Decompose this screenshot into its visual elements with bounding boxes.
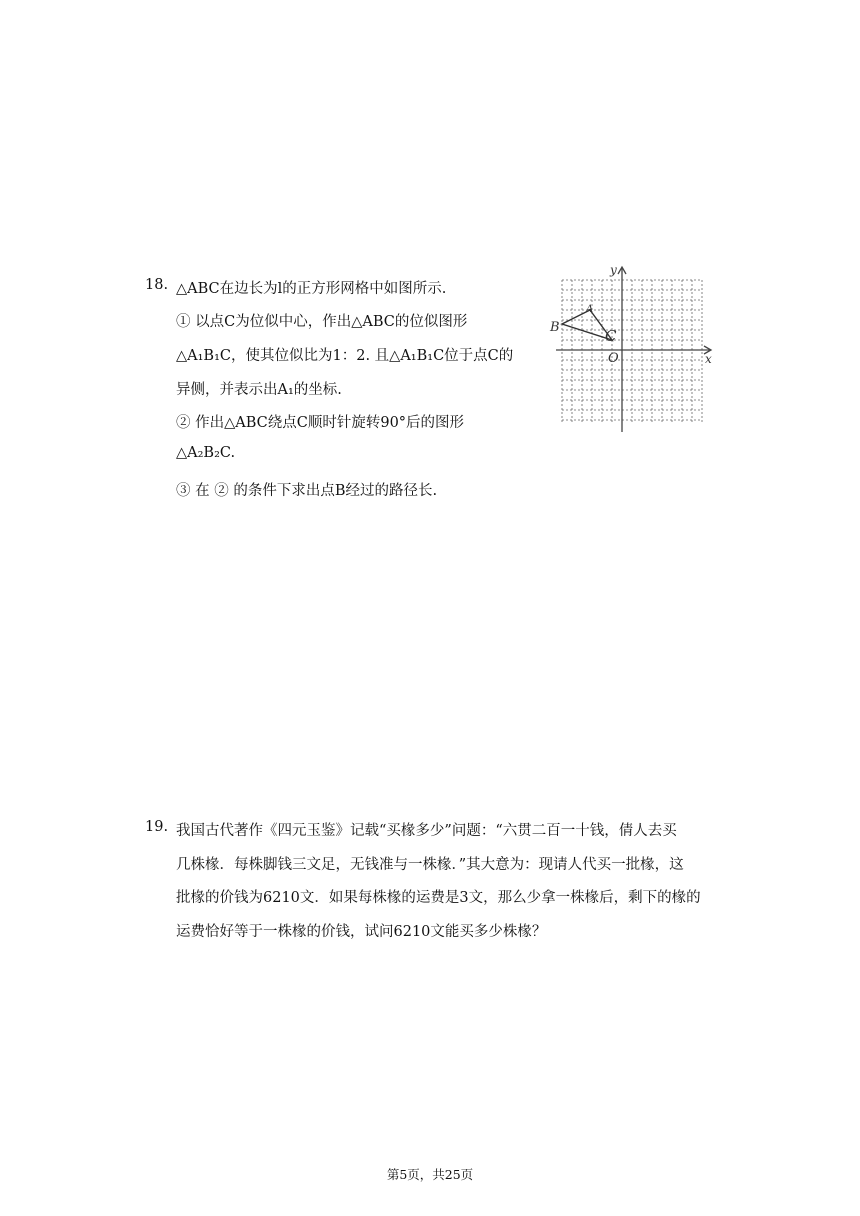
- question-line: ② 作出△ABC绕点C顺时针旋转90°后的图形: [176, 415, 465, 431]
- origin-label: O: [608, 351, 619, 366]
- question-line: △A₂B₂C.: [176, 445, 236, 461]
- question-line: 几株椽．每株脚钱三文足，无钱准与一株椽．”其大意为：现请人代买一批椽，这: [176, 857, 684, 873]
- question-line: △A₁B₁C，使其位似比为1：2. 且△A₁B₁C位于点C的: [176, 348, 514, 364]
- question-line: ③ 在 ② 的条件下求出点B经过的路径长.: [176, 483, 438, 499]
- point-c-label: C: [605, 327, 617, 345]
- question-number: 19.: [145, 819, 169, 835]
- question-line: 批椽的价钱为6210文．如果每株椽的运费是3文，那么少拿一株椽后，剩下的椽的: [176, 890, 701, 906]
- point-b-label: B: [550, 320, 560, 335]
- question-line: △ABC在边长为l的正方形网格中如图所示.: [176, 281, 447, 297]
- x-axis-label: x: [705, 352, 712, 366]
- coordinate-grid-figure: [548, 262, 716, 434]
- question-line: 异侧，并表示出A₁的坐标.: [176, 382, 342, 398]
- question-number: 18.: [145, 277, 169, 293]
- page-footer: 第5页，共25页: [386, 1167, 474, 1182]
- question-line: 我国古代著作《四元玉鉴》记载“买椽多少”问题：“六贯二百一十钱，倩人去买: [176, 823, 677, 839]
- grid-lines: [562, 280, 702, 422]
- y-axis-label: y: [610, 263, 617, 277]
- question-line: 运费恰好等于一株椽的价钱，试问6210文能买多少株椽？: [176, 924, 547, 940]
- point-a-label: A: [586, 304, 594, 315]
- question-line: ① 以点C为位似中心，作出△ABC的位似图形: [176, 314, 468, 330]
